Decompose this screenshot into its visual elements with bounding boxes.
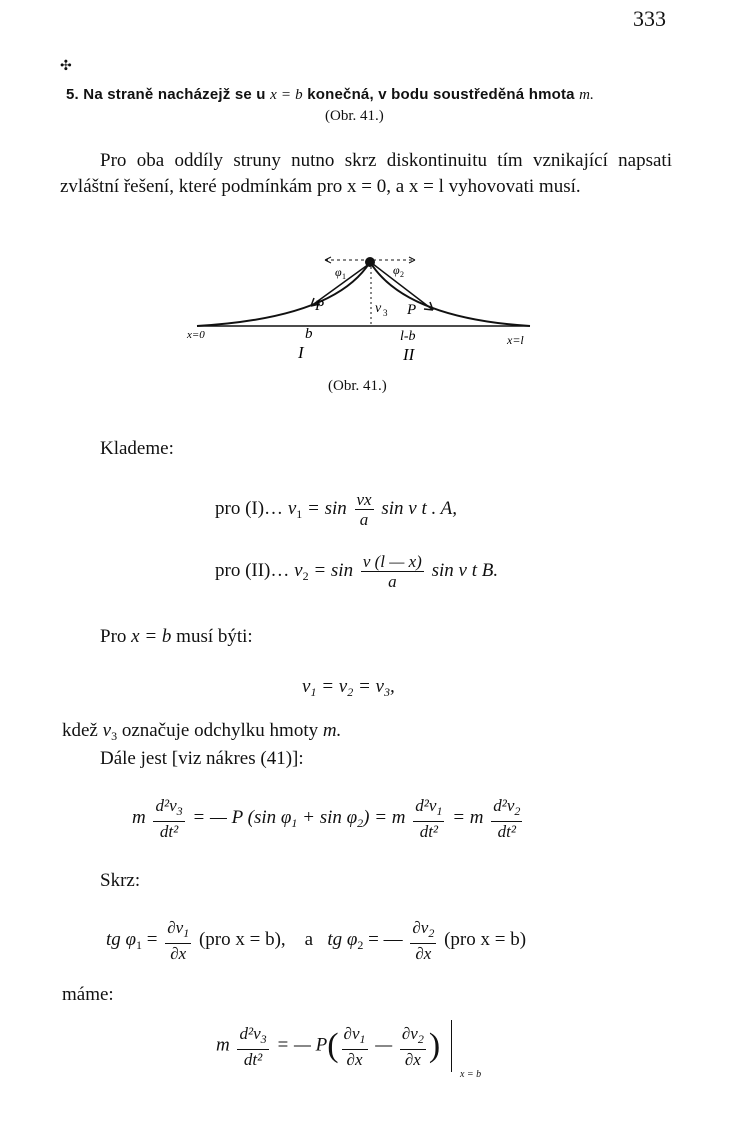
eq6-d2: ∂x [346,1049,363,1069]
eq4-n1: d²v [155,796,177,815]
eq2-lhs-sub: 2 [302,568,309,583]
eq4-mid: = — P (sin φ [192,806,292,828]
skrz-label: Skrz: [100,870,141,891]
eq3-b-sub: 2 [347,685,354,699]
label-v3-sub: 3 [383,308,388,318]
intro-paragraph [60,148,672,200]
eq2-tail: sin ν t B. [431,559,499,581]
heading-text-a: Na straně nacházejž se u [83,86,266,103]
eq1-num: νx [356,490,372,509]
eq6-cond: x = b [459,1069,482,1080]
eq1-eq: = sin [307,497,347,519]
eq6-frac-2 [342,1024,368,1069]
eq1-prefix: pro (I)… [215,497,284,519]
eq5-tg2-sub: 2 [357,937,364,952]
eq4-mid-sub2: 2 [357,815,364,830]
equation-3 [302,676,395,700]
eq6-n1-sub: 3 [260,1031,267,1046]
equation-6: m $\frac{d^2v_3}{\text{dt²}}$ = — P( $\frac{\partial v_1}{\partial x}$ — $\frac{\partial v_2}{\partial x}$ ) x = b [216,1020,452,1072]
kdez-v: v [102,720,112,741]
eq3-c-sub: 3 [383,685,390,699]
eq6-minus: — [375,1034,393,1056]
eq4-d2: dt² [419,822,439,841]
eq5-eq2: = — [368,928,403,950]
eq6-n2: ∂v [343,1023,360,1043]
eq5-cond1: (pro x = b), [198,928,286,950]
label-phi2-sub: 2 [400,270,404,279]
equation-4 [132,796,525,841]
equation-5 [106,918,526,963]
eq3-a: v [302,676,311,697]
condition-math: x = b [131,626,172,647]
eq4-mid-sub1: 1 [291,815,298,830]
eq6-frac-3 [400,1024,426,1069]
ornament-icon: ✣ [60,59,72,74]
condition-a: Pro [100,626,127,647]
eq4-plus: + sin φ [297,806,358,828]
eq3-end: , [389,676,395,697]
eq4-frac-3 [491,796,522,841]
eq5-a: a [304,928,314,950]
eq2-den: a [388,572,397,591]
eq4-m: m [132,806,146,828]
eq1-tail: sin ν t . A, [381,497,457,519]
label-x0: x=0 [187,329,205,341]
eq5-n2-sub: 2 [428,926,435,940]
eq5-n1: ∂v [167,918,184,937]
eq5-n2: ∂v [412,918,429,937]
evaluation-bar [451,1020,482,1080]
label-P-right: P [407,302,417,318]
eq4-eqm: = m [452,806,484,828]
eq3-c: = v [357,676,384,697]
klademe-label: Klademe: [100,438,174,459]
eq6-d3: ∂x [404,1049,421,1069]
label-phi1-sub: 1 [342,272,346,281]
label-v3: v [375,301,382,316]
eq4-n3: d²v [493,796,515,815]
label-lb: l-b [400,329,416,344]
eq5-d1: ∂x [170,944,187,963]
heading-text-b: konečná, v bodu soustředěná hmota [307,86,575,103]
eq6-n3: ∂v [401,1023,418,1043]
eq5-eq1: = [146,928,158,950]
eq6-m: m [216,1034,230,1056]
label-phi1: φ [335,265,342,279]
kdez-a: kdež [62,720,98,741]
eq1-lhs-sub: 1 [296,506,303,521]
eq2-prefix: pro (II)… [215,559,290,581]
eq6-n1: d²v [239,1023,261,1043]
eq4-frac-1 [153,796,184,841]
eq2-fraction [361,552,424,591]
eq5-tg2: tg φ [327,928,358,950]
eq5-frac-1 [165,918,191,963]
label-b: b [305,326,313,342]
kdez-b: označuje odchylku hmoty [121,720,319,741]
figure-caption: (Obr. 41.) [328,378,387,394]
equation-2 [215,552,498,591]
label-II: II [403,345,415,364]
eq4-d1: dt² [159,822,179,841]
kdez-line [62,720,341,744]
equation-1 [215,490,457,529]
eq4-close: ) = m [363,806,406,828]
eq6-mid: = — P [276,1034,328,1056]
eq2-eq: = sin [313,559,354,581]
eq4-frac-2 [413,796,444,841]
eq3-b: = v [321,676,348,697]
eq6-d1: dt² [243,1049,263,1069]
eq4-d3: dt² [497,822,516,841]
intro-paragraph-text: Pro oba oddíly struny nutno skrz diskontinuitu tím vznikající napsati zvláštní řešení, které podmínkám pro x = 0, a x = l vyhovovati musí. [60,150,672,197]
condition-line [100,626,253,648]
eq5-tg1-sub: 1 [136,937,143,952]
heading-caption: (Obr. 41.) [325,108,384,124]
eq3-a-sub: 1 [310,685,317,699]
eq4-n2: d²v [415,796,437,815]
label-I: I [298,343,304,362]
label-phi2: φ [393,263,400,277]
label-xl: x=l [507,333,524,347]
point-mass [365,257,375,267]
eq6-frac-1 [237,1024,268,1069]
kdez-m: m. [322,720,342,741]
eq5-n1-sub: 1 [183,926,190,940]
eq5-d2: ∂x [415,944,432,963]
eq1-lhs: v [287,497,297,519]
eq4-n3-sub: 2 [514,804,521,818]
kdez-v-sub: 3 [111,729,118,743]
eq1-fraction [355,490,374,529]
mame-label: máme: [62,984,114,1005]
eq5-frac-2 [410,918,436,963]
eq1-den: a [359,510,369,529]
eq6-n2-sub: 1 [359,1031,366,1046]
eq2-lhs: v [294,559,303,581]
eq5-cond2: (pro x = b) [444,928,527,950]
eq5-tg1: tg φ [106,928,137,950]
eq4-n2-sub: 1 [436,804,443,818]
string-diagram [185,248,545,368]
heading-math: x = b [270,87,303,103]
page-number: 333 [633,6,666,31]
label-P-left: P [315,298,325,314]
section-number: 5. [66,86,79,103]
condition-b: musí býti: [176,626,253,647]
eq2-num: ν (l — x) [362,552,422,571]
heading-mass: m. [579,87,595,103]
eq4-n1-sub: 3 [176,804,183,818]
eq6-n3-sub: 2 [417,1031,424,1046]
dale-line: Dále jest [viz nákres (41)]: [100,748,304,769]
section-heading [66,86,594,104]
